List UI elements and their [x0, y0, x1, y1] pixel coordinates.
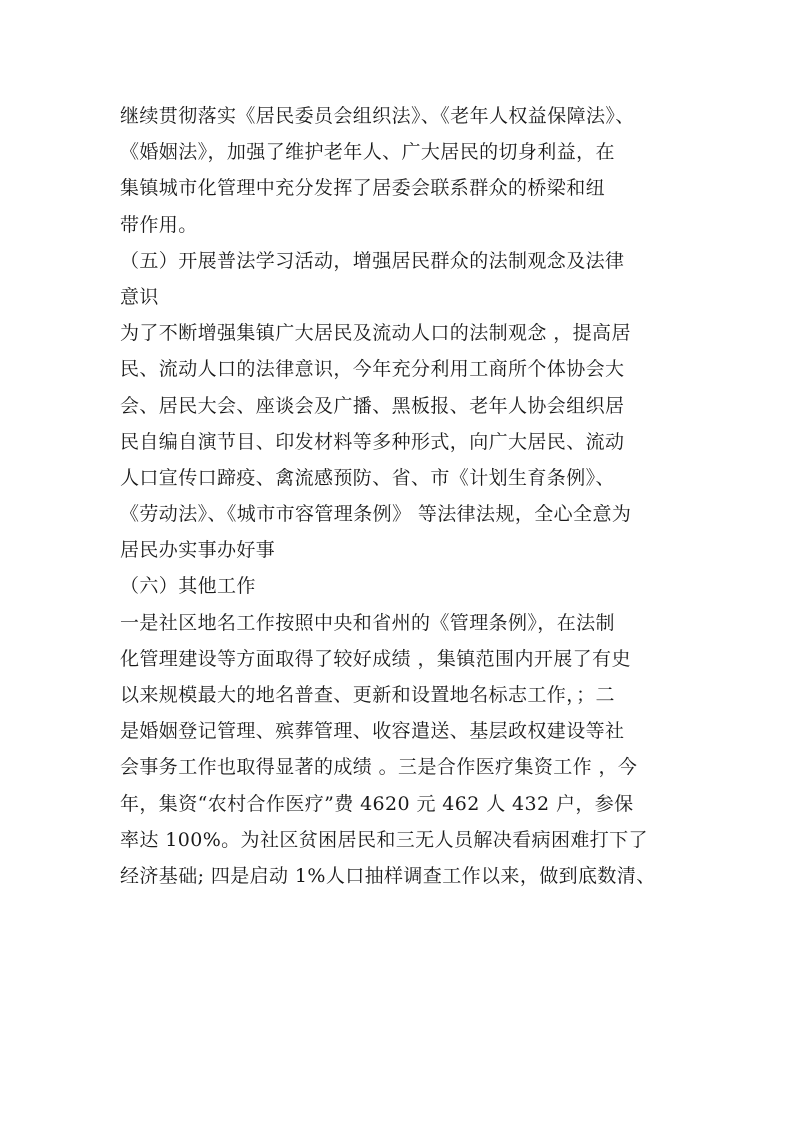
section-heading-5: （五）开展普法学习活动，增强居民群众的法制观念及法律 — [120, 249, 625, 272]
document-body — [120, 98, 680, 894]
text-line: 带作用。 — [120, 213, 198, 236]
text-line: 会事务工作也取得显著的成绩 。三是合作医疗集资工作 ，今 — [120, 756, 638, 779]
text-line: 居民办实事办好事 — [120, 539, 276, 562]
text-line: 集镇城市化管理中充分发挥了居委会联系群众的桥梁和纽 — [120, 177, 606, 200]
text-line: 是婚姻登记管理、殡葬管理、收容遣送、基层政权建设等社 — [120, 720, 625, 743]
text-line: 会、居民大会、座谈会及广播、黑板报、老年人协会组织居 — [120, 394, 625, 417]
text-line: 以来规模最大的地名普查、更新和设置地名标志工作，；二 — [120, 684, 615, 706]
text-line: 经济基础; 四是启动 1%人口抽样调查工作以来，做到底数清、 — [120, 864, 656, 887]
text-line: 继续贯彻落实《居民委员会组织法》、《老年人权益保障法》、 — [120, 105, 635, 127]
section-heading-6: （六）其他工作 — [120, 575, 256, 598]
text-line: 率达 100%。为社区贫困居民和三无人员解决看病困难打下了 — [120, 828, 648, 851]
text-line: 化管理建设等方面取得了较好成绩 ，集镇范围内开展了有史 — [120, 647, 631, 670]
text-line: 《婚姻法》，加强了维护老年人、广大居民的切身利益，在 — [120, 141, 615, 164]
text-line: 一是社区地名工作按照中央和省州的《管理条例》，在法制 — [120, 611, 615, 634]
text-line: 民、流动人口的法律意识，今年充分利用工商所个体协会大 — [120, 358, 625, 381]
text-line: 《劳动法》、《城市市容管理条例》 等法律法规，全心全意为 — [120, 503, 632, 526]
section-heading-5-cont: 意识 — [120, 285, 159, 308]
text-line: 民自编自演节目、印发材料等多种形式，向广大居民、流动 — [120, 430, 625, 453]
text-line: 为了不断增强集镇广大居民及流动人口的法制观念 ，提高居 — [120, 322, 631, 345]
text-line: 年，集资“农村合作医疗”费 4620 元 462 人 432 户，参保 — [120, 792, 634, 815]
text-line: 人口宣传口蹄疫、禽流感预防、省、市《计划生育条例》、 — [120, 466, 615, 489]
